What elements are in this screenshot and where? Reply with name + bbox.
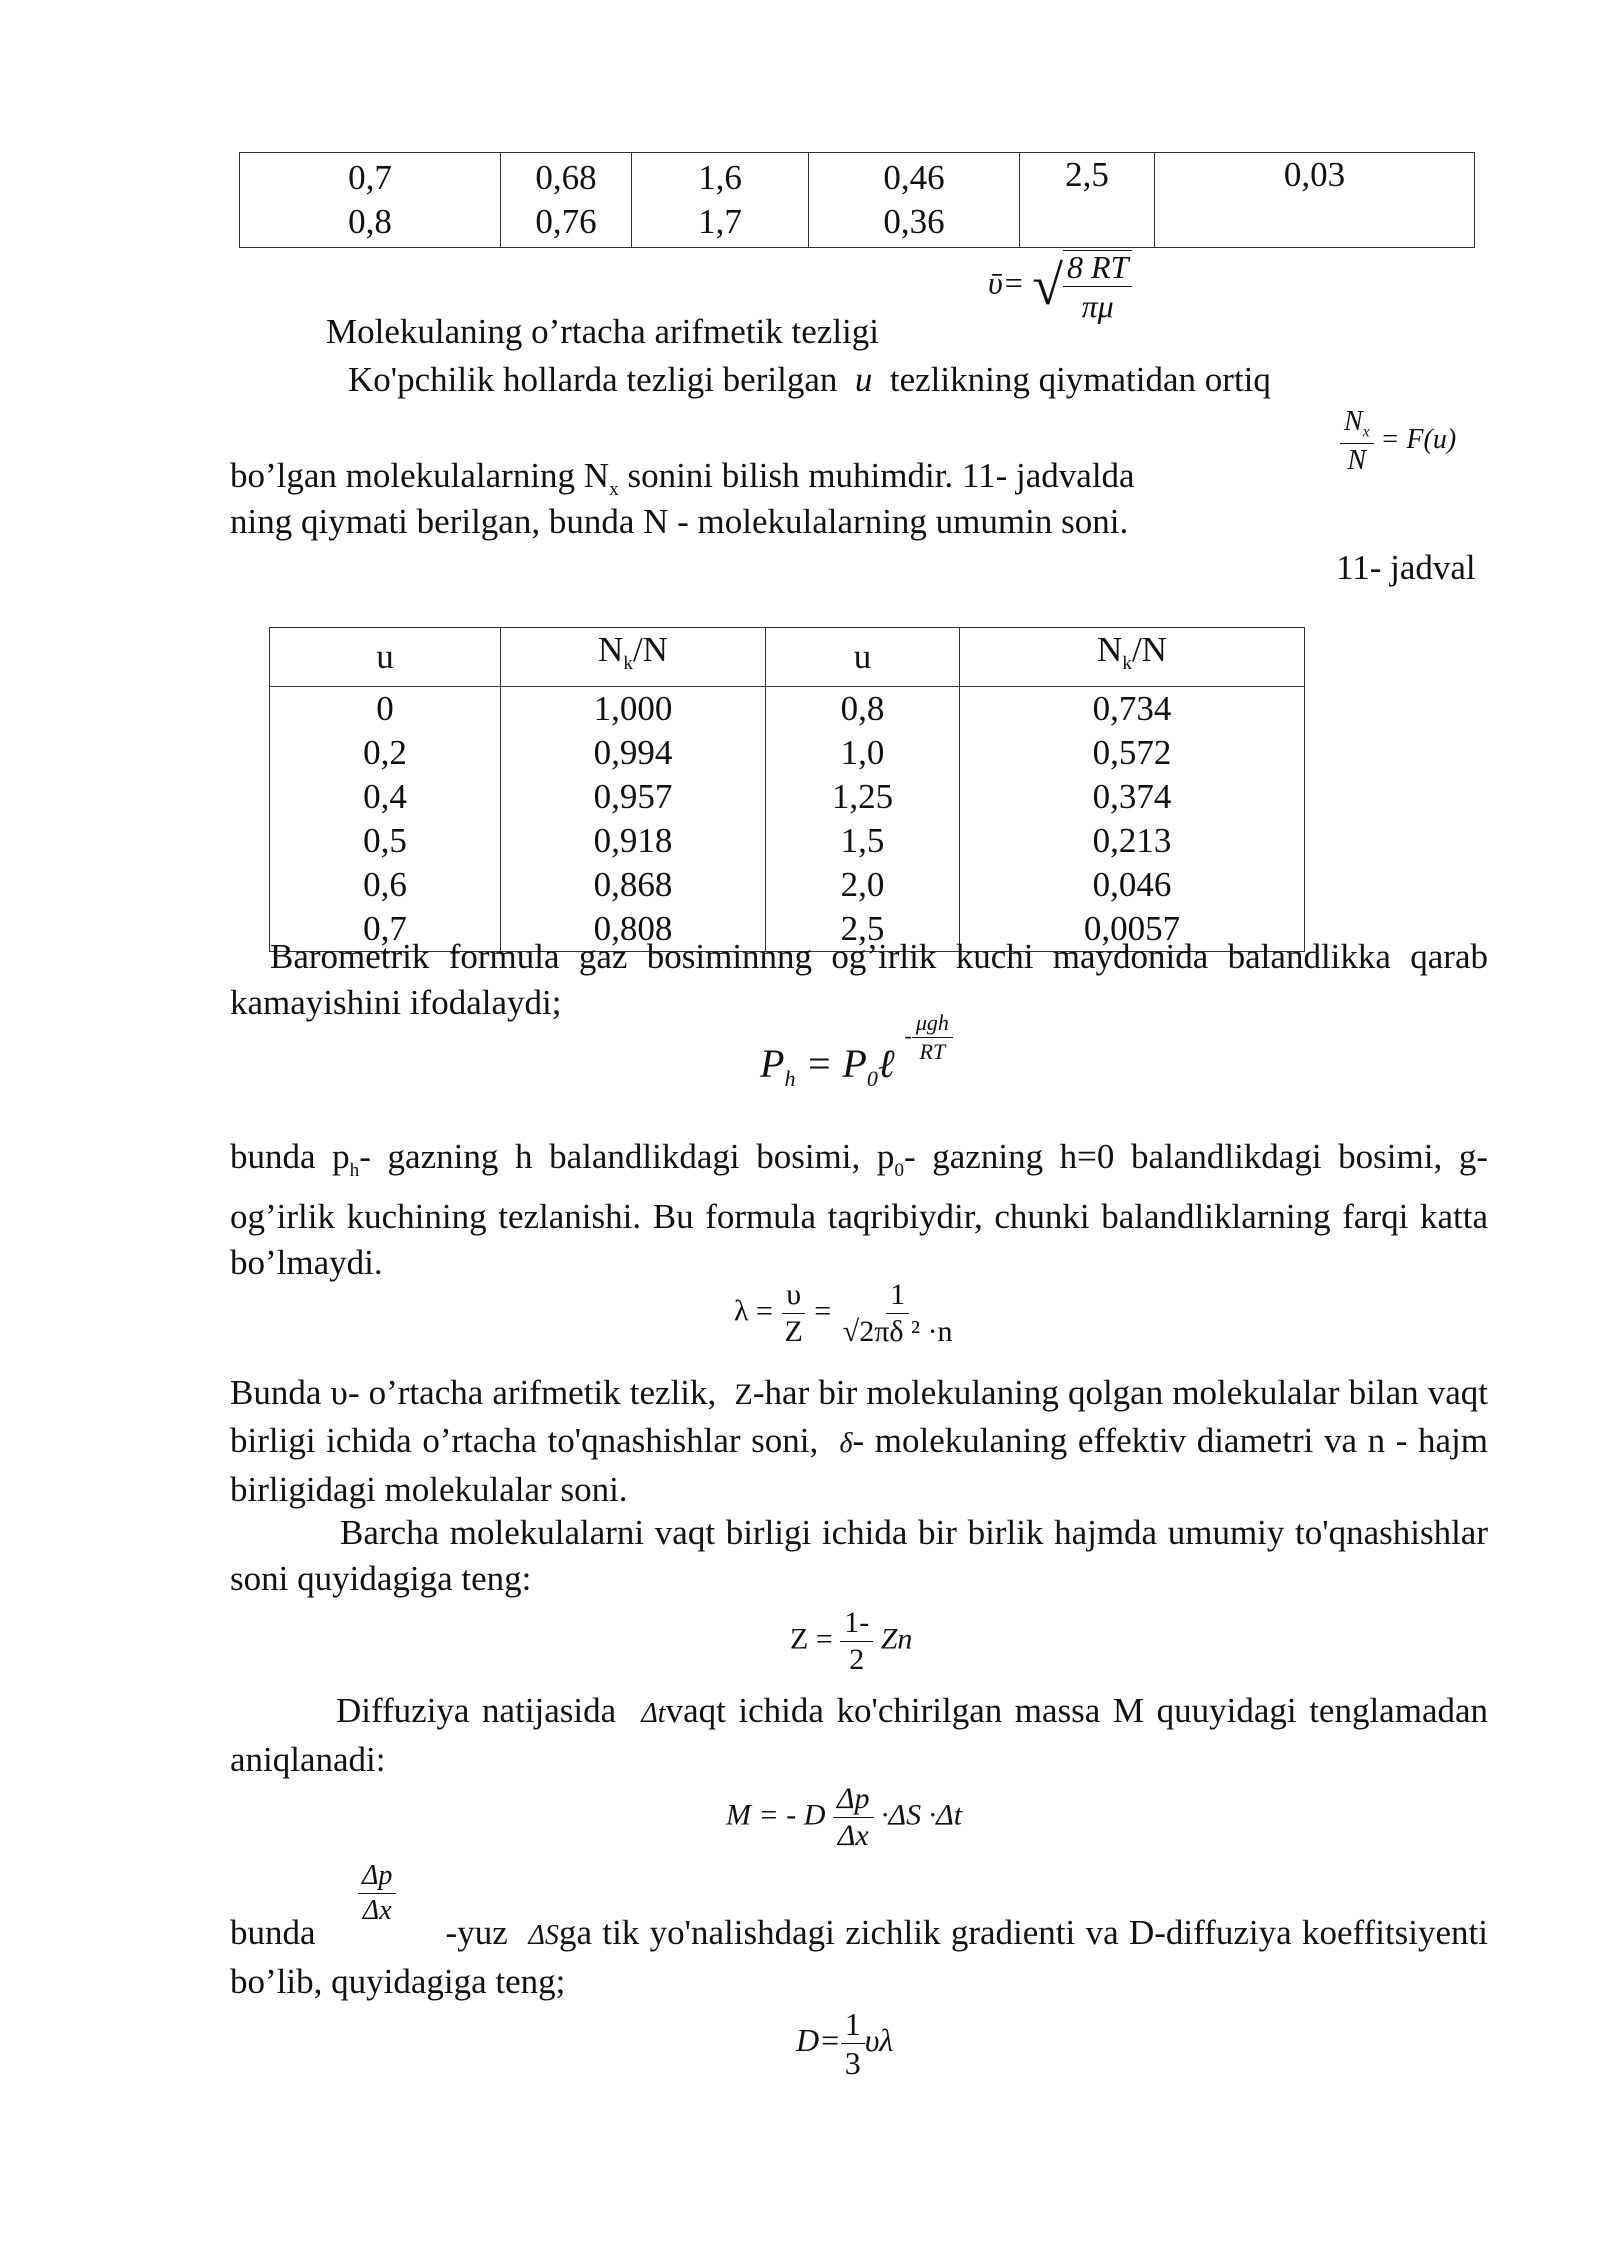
table-row: 0,5 0,918 1,5 0,213 (270, 819, 1305, 863)
top-table-cell: 0,46 0,36 (809, 153, 1020, 248)
eq1-numerator: 8 RT (1063, 251, 1132, 287)
collision-count-equation: Z = $\frac{1-}{2}$ Zn (790, 1606, 913, 1676)
eq1-denominator: πμ (1081, 288, 1114, 324)
table-11 (269, 627, 1305, 952)
eq2-rhs: = F(u) (1380, 423, 1457, 455)
paragraph-collisions: Barcha molekulalarni vaqt birligi ichida bir birlik hajmda umumiy to'qnashishlar soni quyidagiga teng: (230, 1513, 1488, 1598)
col-header-nk: $N_k/N$ (501, 628, 766, 687)
paragraph-bunda-upsilon: Bunda υ- o’rtacha arifmetik tezlik, Z-har bir molekulaning qolgan molekulalar bilan vaqt birligi ichida o’rtacha to'qnashishlar soni, δ- molekulaning effektiv diametri va n - hajm birligidagi molekulalar soni. (230, 1373, 1488, 1509)
diffusion-mass-equation: M = - D $\frac{\Delta p}{\Delta x}$ ·ΔS ·Δt (726, 1782, 963, 1852)
paragraph-barometric: Barometrik formula gaz bosiminnng og’irlik kuchi maydonida balandlikka qarab kamayishini ifodalaydi; (230, 937, 1488, 1022)
table-row: 0 1,000 0,8 0,734 (270, 687, 1305, 732)
top-table-cell: 0,03 (1155, 153, 1475, 248)
table-row: 0,7 0,808 2,5 0,0057 (270, 907, 1305, 952)
paragraph-diffusion: Diffuziya natijasida Δtvaqt ichida ko'chirilgan massa M quuyidagi tenglamadan aniqlanadi: (230, 1691, 1489, 1779)
paragraph-speed-intro: Ko'pchilik hollarda tezligi berilgan u tezlikning qiymatidan ortiq (348, 360, 1271, 399)
paragraph-nx-line2: ning qiymati berilgan, bunda N - molekulalarning umumin soni. (230, 502, 1129, 541)
mean-speed-equation (988, 250, 1132, 322)
table-row: 0,6 0,868 2,0 0,046 (270, 863, 1305, 907)
top-table-cell: 0,7 0,8 (240, 153, 501, 248)
top-table (239, 152, 1475, 248)
col-header-nk: $N_k/N$ (960, 628, 1305, 687)
table-row: 0,2 0,994 1,0 0,572 (270, 731, 1305, 775)
table-row: 0,4 0,957 1,25 0,374 (270, 775, 1305, 819)
fraction-equation: $\frac{N_x}{N}$ = F(u) (1340, 408, 1456, 475)
paragraph-mean-speed: Molekulaning o’rtacha arifmetik tezligi (326, 312, 879, 351)
sqrt-icon: √ (1032, 255, 1064, 317)
top-table-cell: 2,5 (1020, 153, 1155, 248)
col-header-u: u (766, 628, 960, 687)
top-table-cell: 0,68 0,76 (501, 153, 632, 248)
paragraph-bunda-ph: bunda $p_h-$ gazning h balandlikdagi bosimi, $p_0-$ gazning h=0 balandlikdagi bosimi, g-og’irlik kuchining tezlanishi. Bu formula taqribiydir, chunki balandliklarning farqi katta bo’lmaydi. (230, 1137, 1488, 1282)
eq1-lhs: ῡ= (988, 264, 1025, 301)
mean-free-path-equation: λ = $\frac{\upsilon}{Z}$ = $\frac{1}{\text{√2πδ ² ·n}}$ (734, 1278, 953, 1348)
table-header-row (270, 628, 1305, 687)
fraction-dp-dx: $\frac{\Delta p}{\Delta x}$ (358, 1862, 396, 1925)
table-caption: 11- jadval (1336, 548, 1476, 587)
paragraph-gradient: bunda -yuz ΔSga tik yo'nalishdagi zichlik gradienti va D-diffuziya koeffitsiyenti bo’lib, quyidagiga teng; (230, 1913, 1488, 2001)
paragraph-nx-line1: bo’lgan molekulalarning $N_x$ sonini bilish muhimdir. 11- jadvalda (230, 456, 1135, 500)
top-table-cell: 1,6 1,7 (632, 153, 809, 248)
barometric-equation: $P_h$ = $P_0\ell$ $^{- \frac{\text{μgh}}{RT}}$ (760, 1040, 953, 1097)
sqrt-icon: √ (842, 1315, 860, 1348)
col-header-u: u (270, 628, 501, 687)
diffusion-coefficient-equation: D= $\frac{1}{3}$ υλ (796, 2006, 894, 2081)
